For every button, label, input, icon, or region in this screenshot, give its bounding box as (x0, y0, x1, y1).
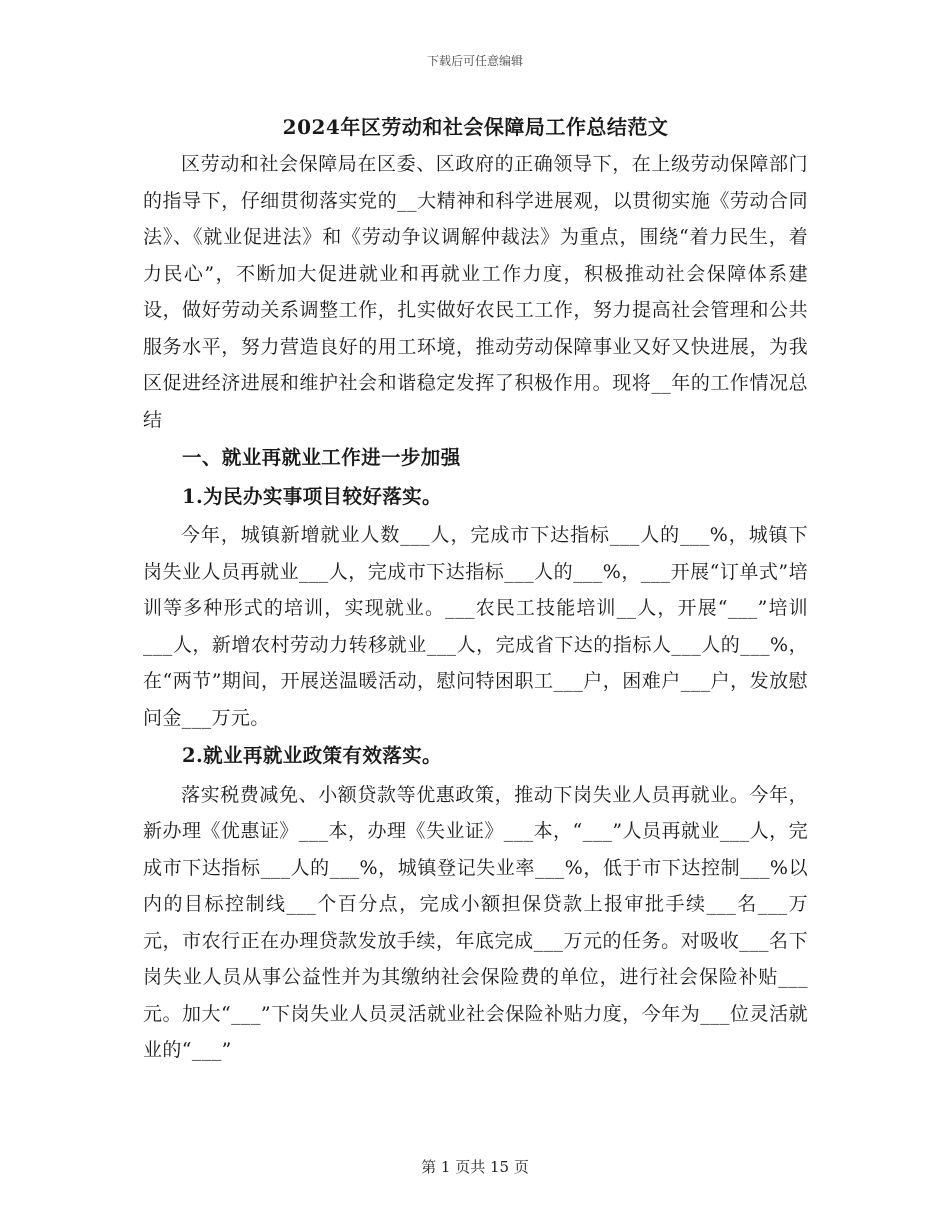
section-heading-1: 一、就业再就业工作进一步加强 (182, 446, 461, 469)
page-footer: 第 1 页共 15 页 (421, 1158, 529, 1176)
document-title: 2024年区劳动和社会保障局工作总结范文 (282, 115, 669, 139)
intro-paragraph: 区劳动和社会保障局在区委、区政府的正确领导下，在上级劳动保障部门的指导下，仔细贯彻落实党的__大精神和科学进展观，以贯彻实施《劳动合同法》、《就业促进法》和《劳动争议调解仲裁法》为重点，围绕“着力民生，着力民心”，不断加大促进就业和再就业工作力度，积极推动社会保障体系建设，做好劳动关系调整工作，扎实做好农民工工作，努力提高社会管理和公共服务水平，努力营造良好的用工环境，推动劳动保障事业又好又快进展，为我区促进经济进展和维护社会和谐稳定发挥了积极作用。现将__年的工作情况总结 (143, 153, 808, 431)
subsection-heading-2: 2.就业再就业政策有效落实。 (182, 744, 442, 767)
subsection-paragraph-1: 今年，城镇新增就业人数___人，完成市下达指标___人的___%，城镇下岗失业人员再就业___人，完成市下达指标___人的___%，___开展“订单式”培训等多种形式的培训，实现就业。___农民工技能培训__人，开展“___”培训___人，新增农村劳动力转移就业___人，完成省下达的指标人___人的___%，在“两节”期间，开展送温暖活动，慰问特困职工___户，困难户___户，发放慰问金___万元。 (143, 524, 808, 729)
subsection-heading-1: 1.为民办实事项目较好落实。 (182, 484, 442, 508)
document-body (143, 110, 808, 1069)
page-header: 下载后可任意编辑 (426, 54, 523, 68)
subsection-paragraph-2: 落实税费减免、小额贷款等优惠政策，推动下岗失业人员再就业。今年，新办理《优惠证》___本，办理《失业证》___本，“___”人员再就业___人，完成市下达指标___人的___%，城镇登记失业率___%，低于市下达控制___%以内的目标控制线___个百分点，完成小额担保贷款上报审批手续___名___万元，市农行正在办理贷款发放手续，年底完成___万元的任务。对吸收___名下岗失业人员从事公益性并为其缴纳社会保险费的单位，进行社会保险补贴___元。加大“___”下岗失业人员灵活就业社会保险补贴力度，今年为___位灵活就业的“___” (143, 783, 808, 1061)
